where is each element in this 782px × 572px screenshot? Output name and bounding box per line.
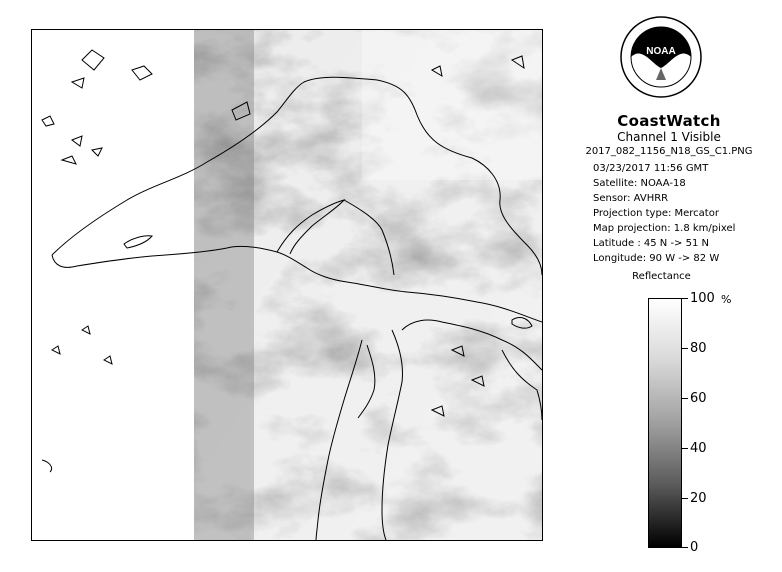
tick-mark [682, 498, 688, 499]
tick-mark [682, 547, 688, 548]
no-data-area [32, 30, 194, 540]
metadata-block [593, 161, 735, 266]
dark-band-left [194, 30, 254, 540]
tick-mark [682, 398, 688, 399]
bright-cloud-ne [362, 30, 542, 180]
reflectance-colorbar [648, 298, 682, 548]
latitude-range: Latitude : 45 N -> 51 N [593, 238, 709, 249]
satellite: Satellite: NOAA-18 [593, 178, 686, 189]
product-title: CoastWatch [617, 112, 721, 130]
legend-title: Reflectance [632, 271, 691, 282]
satellite-map [31, 29, 543, 541]
map-projection: Map projection: 1.8 km/pixel [593, 223, 736, 234]
tick-label-20: 20 [690, 491, 707, 506]
date-time: 03/23/2017 11:56 GMT [593, 163, 709, 174]
file-name: 2017_082_1156_N18_GS_C1.PNG [585, 146, 753, 157]
legend-unit: % [721, 293, 732, 306]
tick-mark [682, 348, 688, 349]
tick-label-40: 40 [690, 441, 707, 456]
channel-subtitle: Channel 1 Visible [617, 130, 721, 144]
tick-label-60: 60 [690, 391, 707, 406]
sensor: Sensor: AVHRR [593, 193, 669, 204]
logo-text: NOAA [646, 46, 676, 57]
tick-label-80: 80 [690, 341, 707, 356]
map-image [32, 30, 542, 540]
tick-label-100: 100 [690, 291, 715, 306]
noaa-seal-icon [620, 16, 702, 98]
tick-mark [682, 448, 688, 449]
longitude-range: Longitude: 90 W -> 82 W [593, 253, 720, 264]
projection-type: Projection type: Mercator [593, 208, 719, 219]
tick-label-0: 0 [690, 540, 699, 555]
tick-mark [682, 298, 688, 299]
